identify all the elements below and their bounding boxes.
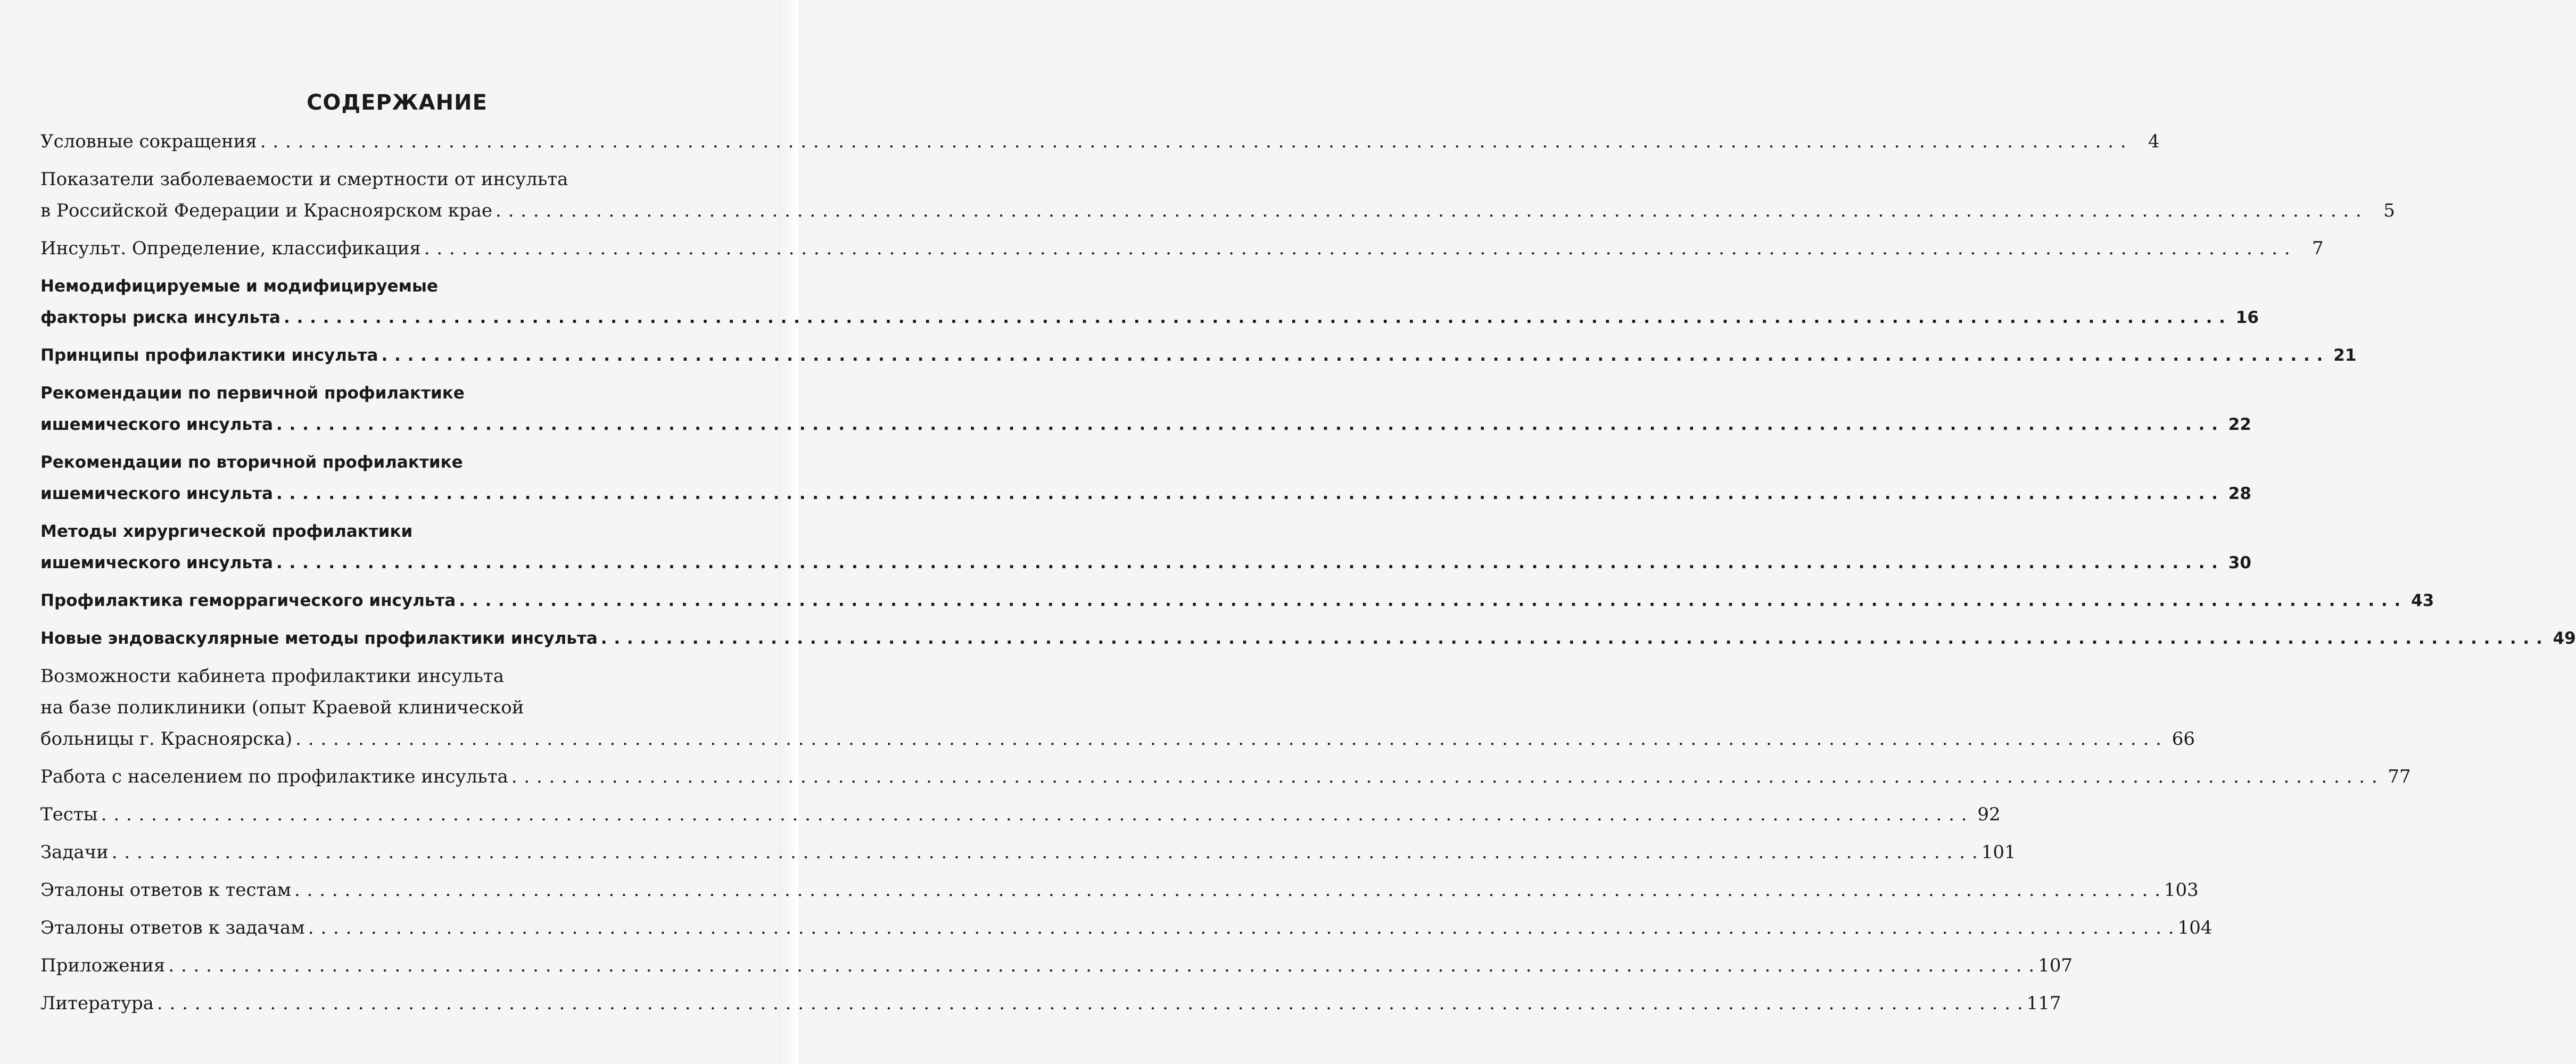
- toc-entry-line: [40, 478, 2251, 510]
- toc-page-number: 28: [2228, 484, 2251, 503]
- toc-entry-title: больницы г. Красноярска): [40, 728, 293, 750]
- toc-entry[interactable]: [40, 761, 2411, 793]
- toc-page-number: 101: [1981, 842, 2016, 863]
- toc-entry-title: факторы риска инсульта: [40, 308, 280, 327]
- toc-entry-title: Литература: [40, 993, 154, 1014]
- toc-entry-line: [40, 661, 754, 692]
- toc-entry[interactable]: [40, 126, 2160, 157]
- toc-entry-title: Рекомендации по первичной профилактике: [40, 384, 465, 403]
- table-of-contents: [40, 88, 2576, 1019]
- toc-entry-line: [40, 950, 2073, 982]
- toc-entry-line: [40, 378, 754, 409]
- toc-entry-line: [40, 761, 2411, 793]
- toc-entry-title: Задачи: [40, 842, 109, 863]
- entry-spacer: [40, 157, 754, 164]
- toc-page-number: 117: [2026, 993, 2061, 1014]
- entry-spacer: [40, 654, 754, 661]
- toc-page-number: 66: [2172, 728, 2195, 750]
- toc-page-number: 22: [2228, 415, 2251, 434]
- dot-leader: [511, 761, 2378, 793]
- toc-entry-title: Работа с населением по профилактике инсульта: [40, 766, 508, 787]
- toc-entry-title: Инсульт. Определение, классификация: [40, 238, 421, 259]
- toc-entry-title: Возможности кабинета профилактики инсульта: [40, 666, 505, 687]
- toc-entry[interactable]: [40, 837, 2016, 868]
- entry-spacer: [40, 755, 754, 761]
- entry-spacer: [40, 982, 754, 988]
- toc-entry[interactable]: [40, 799, 2001, 830]
- toc-entry-title: Немодифицируемые и модифицируемые: [40, 277, 439, 296]
- toc-entry-title: Приложения: [40, 955, 166, 976]
- toc-page-number: 77: [2388, 766, 2411, 787]
- toc-page-number: 104: [2177, 917, 2212, 938]
- toc-entry[interactable]: [40, 164, 2395, 227]
- toc-entry-title: Рекомендации по вторичной профилактике: [40, 453, 463, 472]
- toc-entry-title: Новые эндоваскулярные методы профилактики инсульта: [40, 629, 598, 648]
- entry-spacer: [40, 868, 754, 875]
- toc-entry-line: [40, 692, 754, 724]
- toc-entry-title: Эталоны ответов к задачам: [40, 917, 305, 938]
- toc-entry-line: [40, 271, 754, 302]
- toc-entry-title: ишемического инсульта: [40, 415, 273, 434]
- dot-leader: [168, 950, 2035, 982]
- entry-spacer: [40, 334, 754, 340]
- toc-entry-line: [40, 195, 2395, 227]
- toc-page-number: 21: [2333, 346, 2357, 365]
- toc-entry-line: [40, 623, 2576, 654]
- toc-entry-line: [40, 164, 754, 195]
- toc-page-number: 43: [2411, 591, 2434, 610]
- toc-page-number: 92: [1977, 804, 2001, 825]
- toc-entry-line: [40, 799, 2001, 830]
- toc-entry[interactable]: [40, 378, 2251, 440]
- dot-leader: [424, 233, 2291, 264]
- dot-leader: [101, 799, 1968, 830]
- entry-spacer: [40, 579, 754, 585]
- toc-entry[interactable]: [40, 340, 2357, 371]
- toc-entry[interactable]: [40, 447, 2251, 510]
- dot-leader: [157, 988, 2024, 1019]
- toc-entry-title: Методы хирургической профилактики: [40, 522, 413, 541]
- toc-entry-line: [40, 233, 2324, 264]
- entry-spacer: [40, 793, 754, 799]
- dot-leader: [284, 302, 2226, 334]
- toc-entry[interactable]: [40, 950, 2073, 982]
- dot-leader: [112, 837, 1978, 868]
- toc-entry-line: [40, 302, 2259, 334]
- entry-spacer: [40, 944, 754, 950]
- toc-entry[interactable]: [40, 623, 2576, 654]
- toc-entry-line: [40, 837, 2016, 868]
- toc-page-number: 103: [2164, 879, 2199, 901]
- entry-spacer: [40, 906, 754, 912]
- toc-entry[interactable]: [40, 912, 2212, 944]
- entry-spacer: [40, 830, 754, 837]
- toc-entry-line: [40, 547, 2251, 579]
- toc-entry-line: [40, 126, 2160, 157]
- toc-page-number: 4: [2148, 131, 2160, 152]
- toc-entry[interactable]: [40, 875, 2199, 906]
- toc-entry-line: [40, 875, 2199, 906]
- dot-leader: [260, 126, 2127, 157]
- dot-leader: [601, 623, 2543, 654]
- entry-spacer: [40, 510, 754, 516]
- toc-entry-title: ишемического инсульта: [40, 553, 273, 572]
- entry-spacer: [40, 227, 754, 233]
- toc-entry-title: Тесты: [40, 804, 98, 825]
- toc-entry[interactable]: [40, 233, 2324, 264]
- dot-leader: [276, 547, 2218, 579]
- dot-leader: [294, 875, 2161, 906]
- toc-entry[interactable]: [40, 271, 2259, 334]
- toc-entry-line: [40, 516, 754, 547]
- toc-list: [40, 126, 2576, 1019]
- toc-page-number: 30: [2228, 553, 2251, 572]
- dot-leader: [276, 478, 2218, 510]
- toc-entry-line: [40, 409, 2251, 440]
- toc-entry-line: [40, 988, 2061, 1019]
- toc-entry[interactable]: [40, 585, 2434, 617]
- dot-leader: [276, 409, 2218, 440]
- dot-leader: [381, 340, 2323, 371]
- toc-entry-title: Принципы профилактики инсульта: [40, 346, 378, 365]
- entry-spacer: [40, 440, 754, 447]
- toc-entry[interactable]: [40, 988, 2061, 1019]
- toc-page-number: 16: [2235, 308, 2259, 327]
- dot-leader: [308, 912, 2175, 944]
- page-title: СОДЕРЖАНИЕ: [307, 90, 488, 115]
- toc-entry-line: [40, 340, 2357, 371]
- dot-leader: [496, 195, 2362, 227]
- toc-page-number: 49: [2553, 629, 2576, 648]
- toc-entry-title: Условные сокращения: [40, 131, 257, 152]
- toc-page-number: 5: [2383, 200, 2395, 221]
- toc-entry[interactable]: [40, 516, 2251, 579]
- dot-leader: [295, 724, 2162, 755]
- toc-entry-line: [40, 585, 2434, 617]
- toc-entry-title: ишемического инсульта: [40, 484, 273, 503]
- toc-page-number: 107: [2038, 955, 2073, 976]
- dot-leader: [459, 585, 2401, 617]
- toc-page-number: 7: [2312, 238, 2324, 259]
- toc-entry-line: [40, 447, 754, 478]
- toc-entry-title: Эталоны ответов к тестам: [40, 879, 292, 901]
- toc-entry-title: в Российской Федерации и Красноярском крае: [40, 200, 492, 221]
- toc-entry-title: Профилактика геморрагического инсульта: [40, 591, 456, 610]
- entry-spacer: [40, 264, 754, 271]
- toc-entry-title: на базе поликлиники (опыт Краевой клинической: [40, 697, 524, 718]
- toc-entry-line: [40, 724, 2195, 755]
- entry-spacer: [40, 617, 754, 623]
- toc-entry-line: [40, 912, 2212, 944]
- toc-entry[interactable]: [40, 661, 2195, 755]
- entry-spacer: [40, 371, 754, 378]
- toc-entry-title: Показатели заболеваемости и смертности от инсульта: [40, 169, 568, 190]
